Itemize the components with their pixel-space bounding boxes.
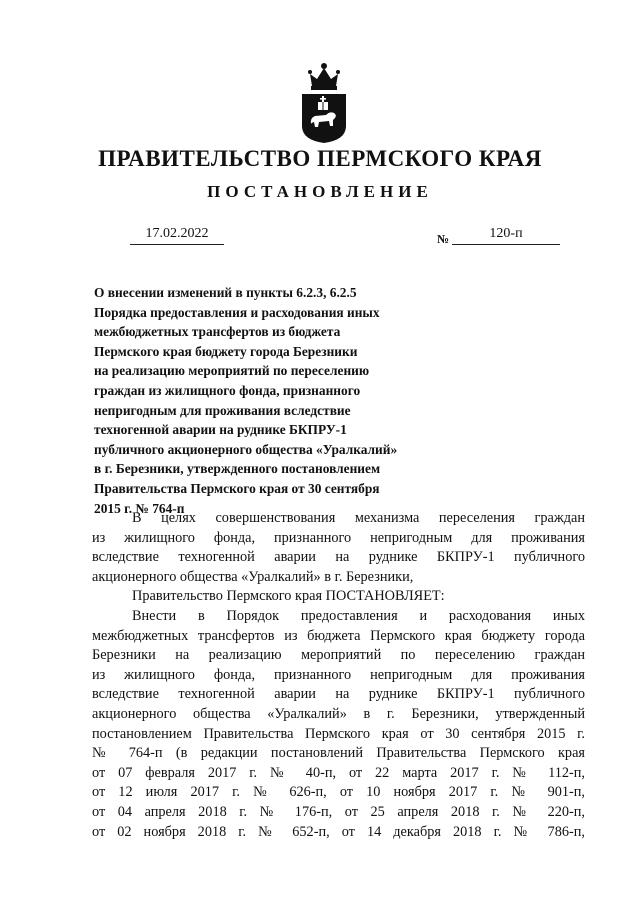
subject-line: Правительства Пермского края от 30 сентября	[94, 480, 380, 496]
subject-line: публичного акционерного общества «Уралкалий»	[94, 441, 398, 457]
document-body	[92, 509, 585, 842]
body-line: вследствие техногенной аварии на руднике БКПРУ-1 публичного	[92, 549, 585, 566]
body-line: постановлением Правительства Пермского края от 30 сентября 2015 г.	[92, 725, 585, 742]
body-line: от 04 апреля 2018 г. № 176-п, от 25 апреля 2018 г. № 220-п,	[92, 803, 585, 820]
body-line: межбюджетных трансфертов из бюджета Пермского края бюджету города	[92, 627, 585, 644]
subject-line: Порядка предоставления и расходования иных	[94, 304, 380, 320]
body-line: акционерного общества «Уралкалий» в г. Березники,	[92, 568, 414, 585]
body-line: В целях совершенствования механизма переселения граждан	[132, 510, 585, 526]
body-line: Правительство Пермского края ПОСТАНОВЛЯЕТ:	[132, 588, 445, 605]
body-line: вследствие техногенной аварии на руднике БКПРУ-1 публичного	[92, 686, 585, 703]
subject-line: Пермского края бюджету города Березники	[94, 343, 358, 359]
subject-line: межбюджетных трансфертов из бюджета	[94, 324, 341, 340]
subject-line: О внесении изменений в пункты 6.2.3, 6.2.5	[94, 285, 357, 300]
subject-line: непригодным для проживания вследствие	[94, 402, 351, 418]
body-line: № 764-п (в редакции постановлений Правительства Пермского края	[92, 745, 585, 762]
body-line: от 02 ноября 2018 г. № 652-п, от 14 декабря 2018 г. № 786-п,	[92, 823, 585, 840]
body-line: Внести в Порядок предоставления и расходования иных	[132, 607, 585, 624]
body-line: акционерного общества «Уралкалий» в г. Березники, утвержденный	[92, 705, 585, 722]
body-line: от 07 февраля 2017 г. № 40-п, от 22 марта 2017 г. № 112-п,	[92, 764, 585, 781]
document-number: 120-п	[452, 226, 560, 245]
body-line: из жилищного фонда, признанного непригодным для проживания	[92, 529, 585, 546]
body-line: Березники на реализацию мероприятий по переселению граждан	[92, 647, 585, 664]
document-date: 17.02.2022	[130, 226, 224, 245]
body-line: от 12 июля 2017 г. № 626-п, от 10 ноября 2017 г. № 901-п,	[92, 784, 585, 801]
subject-line: 2015 г. № 764-п	[94, 500, 185, 516]
coat-of-arms-icon	[298, 58, 350, 144]
subject-line: техногенной аварии на руднике БКПРУ-1	[94, 422, 347, 438]
subject-line: на реализацию мероприятий по переселению	[94, 363, 370, 379]
number-label: №	[437, 232, 450, 246]
document-subject	[94, 283, 434, 518]
subject-line: граждан из жилищного фонда, признанного	[94, 382, 361, 398]
document-type: ПОСТАНОВЛЕНИЕ	[207, 182, 433, 201]
body-line: из жилищного фонда, признанного непригодным для проживания	[92, 666, 585, 683]
government-title: ПРАВИТЕЛЬСТВО ПЕРМСКОГО КРАЯ	[98, 146, 542, 171]
subject-line: в г. Березники, утвержденного постановлением	[94, 461, 381, 477]
